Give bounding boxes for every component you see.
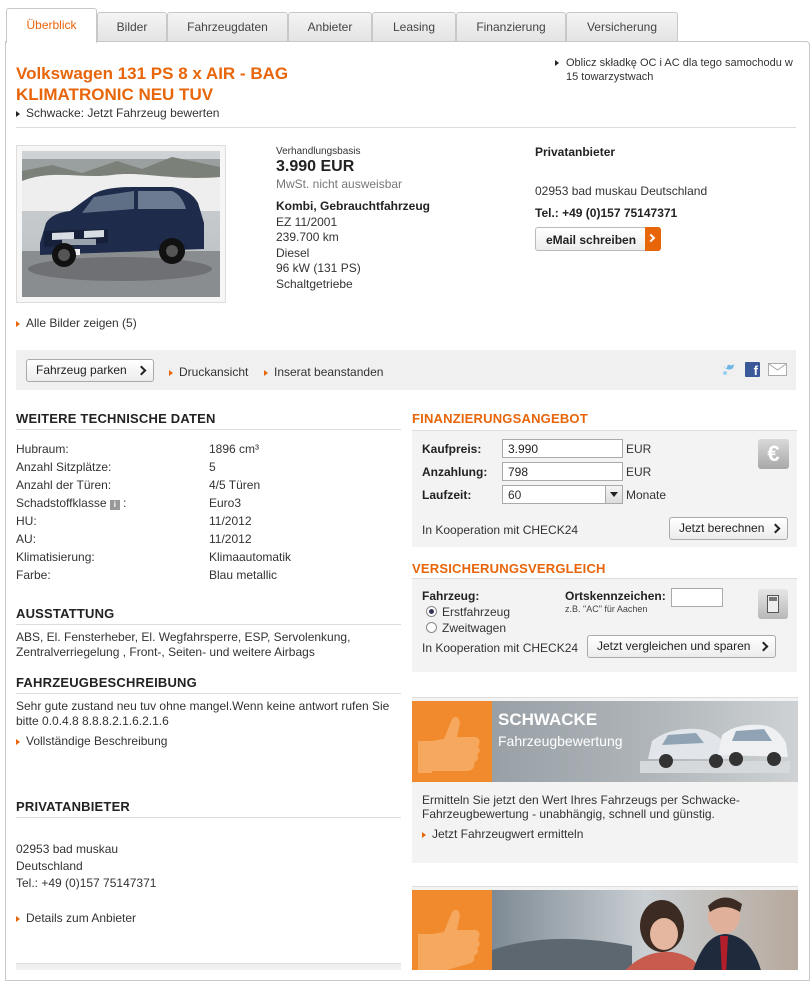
price-value: 3.990 EUR [276,158,355,175]
price-input[interactable] [502,439,623,458]
calculator-icon [758,589,788,619]
tech-row-label: HU: [16,514,37,528]
euro-icon: € [758,439,789,469]
divider [16,429,401,430]
second-vehicle-label: Zweitwagen [442,621,507,635]
calculate-button[interactable] [669,517,788,540]
chevron-right-icon [169,370,173,376]
divider [16,624,401,625]
chevron-right-icon [422,832,426,838]
emission-class-label: Schadstoffklasse [16,496,107,510]
financing-coop-text: In Kooperation mit CHECK24 [422,523,579,537]
divider [16,693,401,694]
arrow-right-icon [645,227,661,251]
schwacke-banner[interactable] [412,701,798,782]
price-input-label: Kaufpreis: [422,442,482,456]
tab-overview[interactable]: Überblick [6,8,97,43]
tech-row-value: 11/2012 [209,532,252,546]
plate-hint: z.B. "AC" für Aachen [565,604,648,614]
park-vehicle-button[interactable] [26,359,154,382]
action-toolbar [16,350,796,390]
chevron-right-icon [555,60,559,66]
chevron-right-icon [16,916,20,922]
tab-vehicle-data[interactable]: Fahrzeugdaten [167,12,288,42]
tech-row-label: Farbe: [16,568,51,582]
radio-selected-icon [426,606,437,617]
seller-location: 02953 bad muskau Deutschland [535,184,708,198]
seller-heading: Privatanbieter [535,145,616,159]
tech-data-heading: WEITERE TECHNISCHE DATEN [16,411,216,426]
seller-address [16,841,156,892]
compare-button[interactable] [587,635,776,658]
tech-row-label: Anzahl der Türen: [16,478,112,492]
tech-row-value: 4/5 Türen [209,478,261,492]
chevron-down-icon [605,486,622,503]
tab-provider[interactable]: Anbieter [288,12,372,42]
tab-images[interactable]: Bilder [97,12,167,42]
schwacke-text-line: Ermitteln Sie jetzt den Wert Ihres Fahrzeugs per Schwacke- [422,793,740,807]
tech-row-value: 11/2012 [209,514,252,528]
description-heading: FAHRZEUGBESCHREIBUNG [16,675,197,690]
compare-button-label: Jetzt vergleichen und sparen [597,639,751,653]
transmission: Schaltgetriebe [276,276,353,291]
radio-icon [426,622,437,633]
plate-input[interactable] [671,588,723,607]
financing-heading: FINANZIERUNGSANGEBOT [412,411,588,426]
first-registration: EZ 11/2001 [276,214,338,229]
insurance-heading: VERSICHERUNGSVERGLEICH [412,561,606,576]
footer-bar [16,963,401,970]
thumb-up-image [412,701,492,782]
thumb-up-image [412,890,492,970]
seller-country: Deutschland [16,859,83,873]
mail-icon[interactable] [768,363,787,376]
facebook-icon[interactable]: f [745,362,760,377]
info-icon[interactable]: i [110,500,120,510]
months-label: Monate [626,488,667,502]
currency-label: EUR [626,442,652,456]
schwacke-subtitle: Fahrzeugbewertung [498,733,623,749]
provider-details-link[interactable]: Details zum Anbieter [16,911,136,925]
park-vehicle-label: Fahrzeug parken [36,363,127,377]
schwacke-promo [412,697,798,863]
vehicle-value-link[interactable]: Jetzt Fahrzeugwert ermitteln [422,827,583,841]
term-label: Laufzeit: [422,488,472,502]
seller-zip-city: 02953 bad muskau [16,842,119,856]
plate-label: Ortskennzeichen: [565,589,666,603]
currency-label: EUR [626,465,652,479]
arrow-right-icon [759,641,769,651]
description-line: bitte 0.0.4.8 8.8.8.2.1.6.2.1.6 [16,714,169,728]
divider [16,127,796,128]
divider [16,817,401,818]
listing-title: Volkswagen 131 PS 8 x AIR - BAG KLIMATRONIC NEU TUV [16,64,289,104]
tech-row-value: 5 [209,460,216,474]
schwacke-text-line: Fahrzeugbewertung - unabhängig, schnell und günstig. [422,807,715,821]
first-vehicle-label: Erstfahrzeug [442,605,511,619]
print-view-link[interactable]: Druckansicht [169,365,248,379]
tab-insurance[interactable]: Versicherung [566,12,678,42]
schwacke-rate-link[interactable]: Schwacke: Jetzt Fahrzeug bewerten [16,106,219,120]
term-select[interactable] [502,485,623,504]
vehicle-photo[interactable] [16,145,226,303]
second-vehicle-radio[interactable] [426,621,506,635]
seller-bottom-heading: PRIVATANBIETER [16,799,131,814]
tech-row-label: Schadstoffklasse i : [16,496,127,510]
tech-row-label: AU: [16,532,37,546]
tech-row-label: Klimatisierung: [16,550,95,564]
insurance-calc-link[interactable]: Oblicz składkę OC i AC dla tego samochodu w 15 towarzystwach [555,56,795,84]
schwacke-text [422,793,792,821]
vehicle-type: Kombi, Gebrauchtfahrzeug [276,199,431,213]
full-description-link[interactable]: Vollständige Beschreibung [16,734,167,748]
car-photo-image [22,151,220,297]
seller-bottom-phone: Tel.: +49 (0)157 75147371 [16,876,157,890]
first-vehicle-radio[interactable] [426,605,510,619]
equipment-line: Zentralverriegelung , Front-, Seiten- und weitere Airbags [16,645,315,659]
description-text [16,699,406,729]
down-payment-input[interactable] [502,462,623,481]
chevron-right-icon [16,321,20,327]
fuel-type: Diesel [276,245,310,260]
engine-power: 96 kW (131 PS) [276,261,361,275]
vehicle-summary [276,199,430,292]
chevron-right-icon [264,370,268,376]
calculate-button-label: Jetzt berechnen [679,521,765,535]
vat-note: MwSt. nicht ausweisbar [276,177,403,191]
mileage: 239.700 km [276,230,339,244]
term-select-value: 60 [508,488,522,502]
cars-image [640,709,790,777]
tech-row-value: Klimaautomatik [209,550,292,564]
all-images-link[interactable]: Alle Bilder zeigen (5) [16,316,137,330]
tab-financing[interactable]: Finanzierung [456,12,566,42]
tech-row-label: Hubraum: [16,442,69,456]
chevron-right-icon [16,739,20,745]
financing-box [412,430,797,547]
people-image [492,890,798,970]
insurance-coop-text: In Kooperation mit CHECK24 [422,641,579,655]
tab-leasing[interactable]: Leasing [372,12,456,42]
arrow-right-icon [771,523,781,533]
seller-phone: Tel.: +49 (0)157 75147371 [535,206,678,220]
tech-row-value: 1896 cm³ [209,442,260,456]
promo-banner[interactable] [412,886,798,970]
tech-row-label: Anzahl Sitzplätze: [16,460,112,474]
vehicle-type-label: Fahrzeug: [422,589,480,603]
arrow-right-icon [137,365,147,375]
description-line: Sehr gute zustand neu tuv ohne mangel.Wenn keine antwort rufen Sie [16,699,390,713]
email-button-label: eMail schreiben [546,233,637,247]
price-basis-label: Verhandlungsbasis [276,146,361,157]
down-payment-label: Anzahlung: [422,465,488,479]
equipment-line: ABS, El. Fensterheber, El. Wegfahrsperre, ESP, Servolenkung, [16,630,351,644]
equipment-heading: AUSSTATTUNG [16,606,115,621]
insurance-box [412,578,797,672]
tech-row-value: Blau metallic [209,568,278,582]
report-listing-link[interactable]: Inserat beanstanden [264,365,383,379]
twitter-icon[interactable] [721,362,736,377]
email-button[interactable] [535,227,661,251]
equipment-list [16,630,406,660]
schwacke-brand: SCHWACKE [498,710,598,729]
tech-row-value: Euro3 [209,496,242,510]
chevron-right-icon [16,111,20,117]
